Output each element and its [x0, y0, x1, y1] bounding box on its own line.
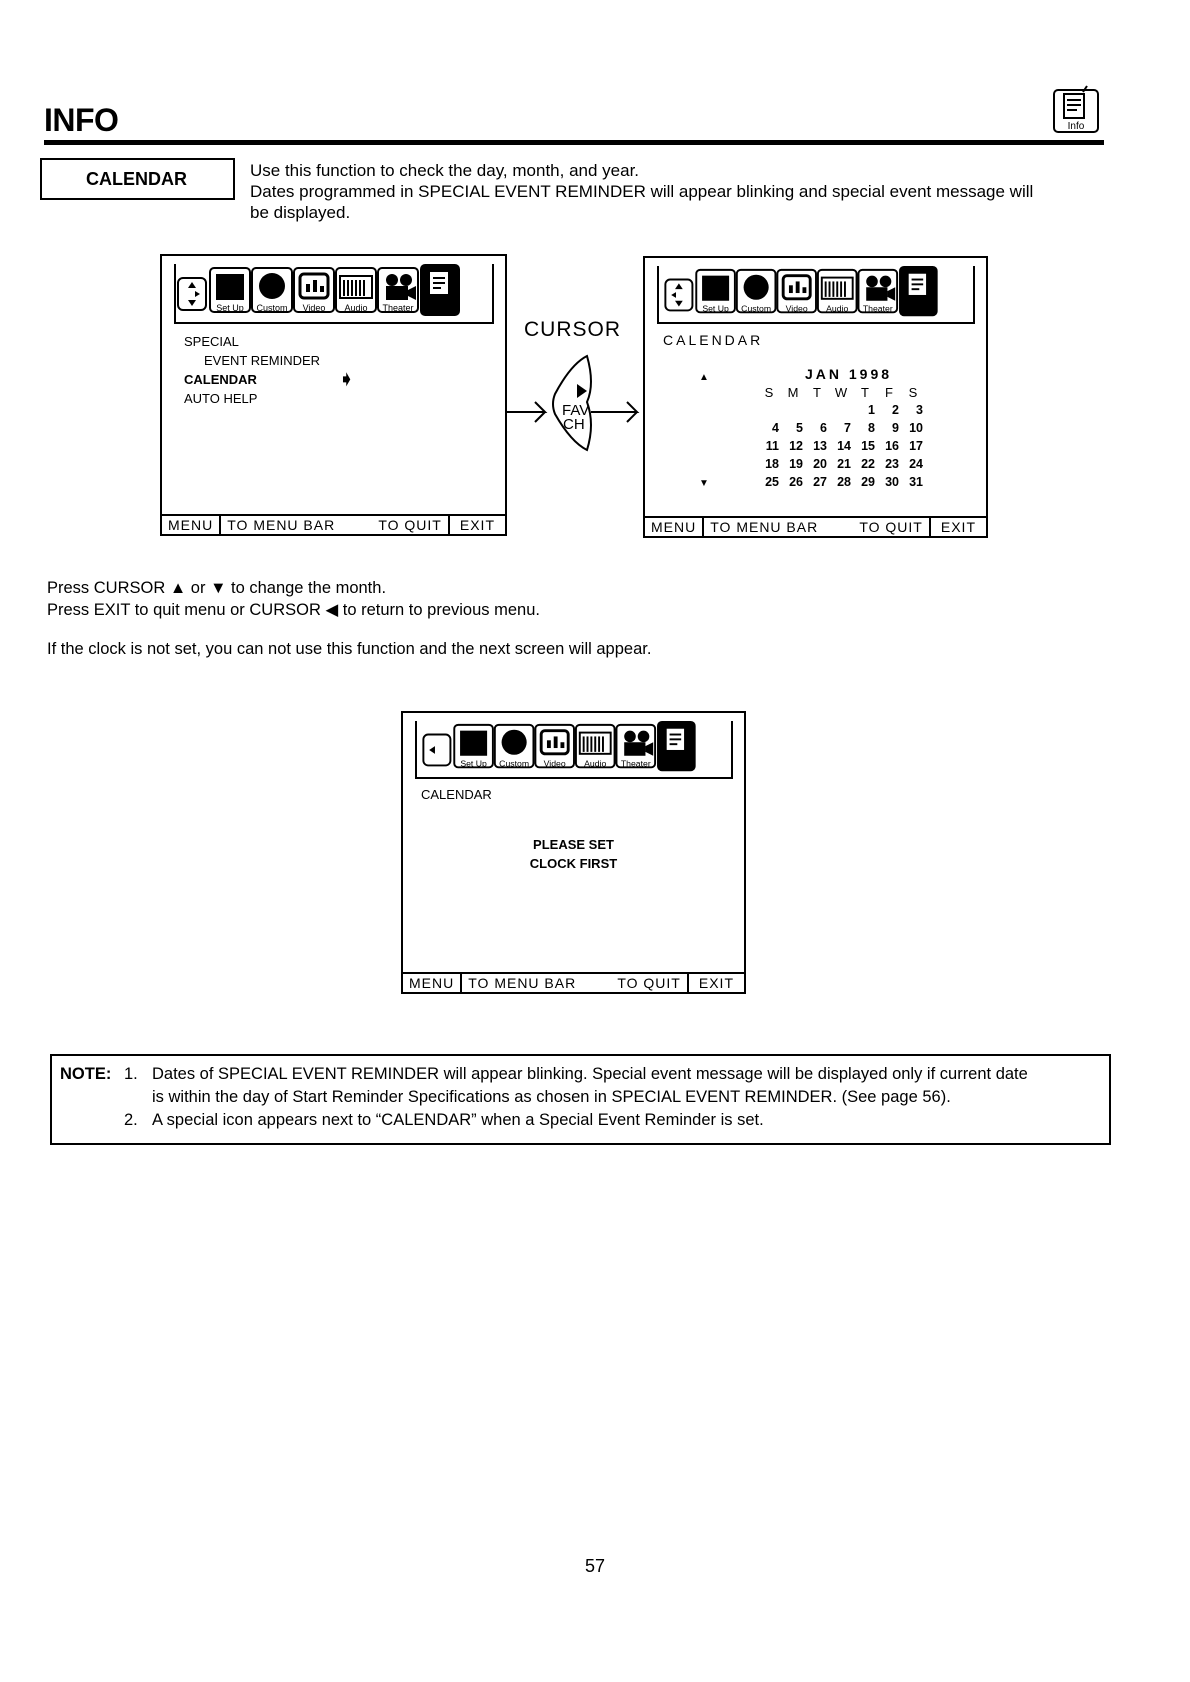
weekday-label: W — [834, 385, 848, 400]
calendar-week-row — [757, 401, 925, 419]
instruction-text: Press EXIT to quit menu or CURSOR — [47, 601, 321, 619]
menu-screen-info — [160, 254, 507, 536]
note-number-1: 1. — [124, 1065, 138, 1083]
note-number-2: 2. — [124, 1111, 138, 1129]
calendar-day: 27 — [813, 475, 827, 489]
arrow-right-icon — [591, 402, 637, 412]
note-text-1a: Dates of SPECIAL EVENT REMINDER will appear blinking. Special event message will be displayed only if current date — [152, 1065, 1028, 1083]
calendar-day: 6 — [820, 421, 827, 435]
month-down-icon: ▼ — [699, 478, 709, 489]
menu-list — [184, 332, 355, 408]
tab-audio: Audio — [584, 758, 607, 769]
instruction-text: to return to previous menu. — [342, 601, 540, 619]
cursor-left-icon: ◀ — [325, 601, 339, 619]
footer-to — [221, 516, 448, 534]
calendar-day: 21 — [837, 457, 851, 471]
cursor-down-icon: ▼ — [210, 579, 227, 597]
ch-label: CH — [563, 416, 585, 433]
calendar-week-row — [757, 455, 925, 473]
footer-to — [462, 974, 687, 992]
tab-video: Video — [302, 303, 326, 313]
calendar-day: 4 — [772, 421, 779, 435]
intro-line: Use this function to check the day, month, and year. — [250, 161, 640, 180]
tab-audio: Audio — [344, 303, 368, 313]
note-text-2: A special icon appears next to “CALENDAR” when a Special Event Reminder is set. — [152, 1111, 764, 1129]
calendar-day: 24 — [909, 457, 923, 471]
instruction-text: or — [190, 579, 206, 597]
calendar-week-row — [757, 419, 925, 437]
menu-item-calendar-label: CALENDAR — [184, 372, 257, 387]
calendar-day — [757, 401, 781, 419]
calendar-day: 12 — [789, 439, 803, 453]
calendar-day: 29 — [861, 475, 875, 489]
calendar-day: 19 — [789, 457, 803, 471]
month-year: JAN 1998 — [805, 366, 893, 382]
weekday-row — [757, 384, 925, 401]
calendar-day: 10 — [909, 421, 923, 435]
section-label: CALENDAR — [40, 158, 235, 200]
month-up-icon: ▲ — [699, 372, 709, 383]
tab-theater: Theater — [382, 303, 414, 313]
weekday-label: S — [908, 385, 918, 400]
footer-to-menu-bar: TO MENU BAR — [710, 519, 819, 535]
page-number: 57 — [584, 1556, 606, 1576]
calendar-day: 16 — [885, 439, 899, 453]
footer-to — [704, 518, 929, 536]
tab-video: Video — [785, 303, 808, 314]
calendar-screen — [643, 256, 988, 538]
calendar-day: 26 — [789, 475, 803, 489]
note-label: NOTE: — [60, 1065, 112, 1083]
instruction-text: Press CURSOR — [47, 579, 166, 597]
weekday-label: M — [787, 385, 799, 400]
screen-footer — [403, 972, 744, 992]
intro-text — [250, 160, 1110, 223]
calendar-week-row — [757, 473, 925, 491]
tab-setup: Set Up — [702, 303, 729, 314]
calendar-screen-title: CALENDAR — [663, 332, 764, 348]
footer-exit: EXIT — [687, 974, 744, 992]
selection-arrow-icon: ➧ — [339, 369, 355, 389]
calendar-day: 28 — [837, 475, 851, 489]
info-icon — [1050, 84, 1102, 136]
calendar-week-row — [757, 437, 925, 455]
page-title: INFO — [44, 102, 119, 138]
arrow-right-icon — [507, 402, 545, 412]
calendar-day — [805, 401, 829, 419]
remote-cursor-diagram — [505, 354, 645, 454]
calendar-day: 22 — [861, 457, 875, 471]
footer-menu: MENU — [645, 518, 704, 536]
footer-menu: MENU — [162, 516, 221, 534]
clock-screen-title: CALENDAR — [421, 787, 492, 802]
calendar-day: 11 — [765, 439, 779, 453]
calendar-day: 25 — [765, 475, 779, 489]
menu-item-calendar[interactable] — [184, 369, 355, 389]
calendar-day: 18 — [765, 457, 779, 471]
footer-to-menu-bar: TO MENU BAR — [468, 975, 577, 991]
tab-setup: Set Up — [216, 303, 244, 313]
menu-item-event-reminder[interactable]: EVENT REMINDER — [204, 353, 321, 368]
calendar-day: 15 — [861, 439, 875, 453]
instruction-line-3: If the clock is not set, you can not use this function and the next screen will appear. — [47, 640, 652, 658]
footer-to-quit: TO QUIT — [859, 519, 923, 535]
instruction-text: to change the month. — [231, 579, 387, 597]
weekday-label: F — [885, 385, 893, 400]
note-text-1b: is within the day of Start Reminder Specifications as chosen in SPECIAL EVENT REMINDER. (See page 56). — [152, 1088, 951, 1106]
note-box — [50, 1054, 1111, 1145]
menu-icon-bar — [657, 266, 975, 324]
calendar-grid — [757, 384, 925, 491]
calendar-day — [781, 401, 805, 419]
footer-menu: MENU — [403, 974, 462, 992]
info-icon-label: Info — [1067, 121, 1085, 132]
tab-setup: Set Up — [460, 758, 487, 769]
cursor-label: CURSOR — [524, 318, 622, 341]
tab-video: Video — [543, 758, 566, 769]
tab-custom: Custom — [256, 303, 288, 313]
calendar-day: 8 — [868, 421, 875, 435]
tab-theater: Theater — [862, 303, 893, 314]
weekday-label: T — [861, 385, 869, 400]
calendar-day: 2 — [892, 403, 899, 417]
intro-line: be displayed. — [250, 203, 351, 222]
intro-line: Dates programmed in SPECIAL EVENT REMINDER will appear blinking and special event message will — [250, 182, 1034, 201]
calendar-day: 14 — [837, 439, 851, 453]
cursor-up-icon: ▲ — [169, 579, 187, 597]
menu-icon-bar — [415, 721, 733, 779]
footer-exit: EXIT — [448, 516, 505, 534]
tab-custom: Custom — [741, 303, 772, 314]
tab-custom: Custom — [499, 758, 530, 769]
calendar-day — [829, 401, 853, 419]
screen-footer — [645, 516, 986, 536]
weekday-label: T — [813, 385, 821, 400]
calendar-day: 13 — [813, 439, 827, 453]
calendar-day: 7 — [844, 421, 851, 435]
calendar-day: 20 — [813, 457, 827, 471]
tab-audio: Audio — [826, 303, 849, 314]
calendar-day: 31 — [909, 475, 923, 489]
calendar-day: 9 — [892, 421, 899, 435]
menu-item-special[interactable]: SPECIAL — [184, 334, 239, 349]
menu-item-auto-help[interactable]: AUTO HELP — [184, 391, 258, 406]
screen-footer — [162, 514, 505, 534]
header-rule — [44, 140, 1104, 145]
calendar-day: 17 — [909, 439, 923, 453]
footer-to-quit: TO QUIT — [617, 975, 681, 991]
instruction-line-2 — [47, 600, 540, 620]
message-line: CLOCK FIRST — [529, 856, 618, 871]
calendar-day: 3 — [916, 403, 923, 417]
calendar-day: 5 — [796, 421, 803, 435]
calendar-day: 1 — [868, 403, 875, 417]
set-clock-message — [403, 835, 744, 873]
instruction-line-1 — [47, 579, 386, 598]
calendar-day: 30 — [885, 475, 899, 489]
menu-icon-bar — [174, 264, 494, 324]
footer-exit: EXIT — [929, 518, 986, 536]
fav-label: FAV — [562, 402, 590, 419]
footer-to-menu-bar: TO MENU BAR — [227, 517, 336, 533]
weekday-label: S — [764, 385, 774, 400]
clock-not-set-screen — [401, 711, 746, 994]
calendar-day: 23 — [885, 457, 899, 471]
message-line: PLEASE SET — [533, 837, 614, 852]
tab-theater: Theater — [620, 758, 651, 769]
footer-to-quit: TO QUIT — [378, 517, 442, 533]
